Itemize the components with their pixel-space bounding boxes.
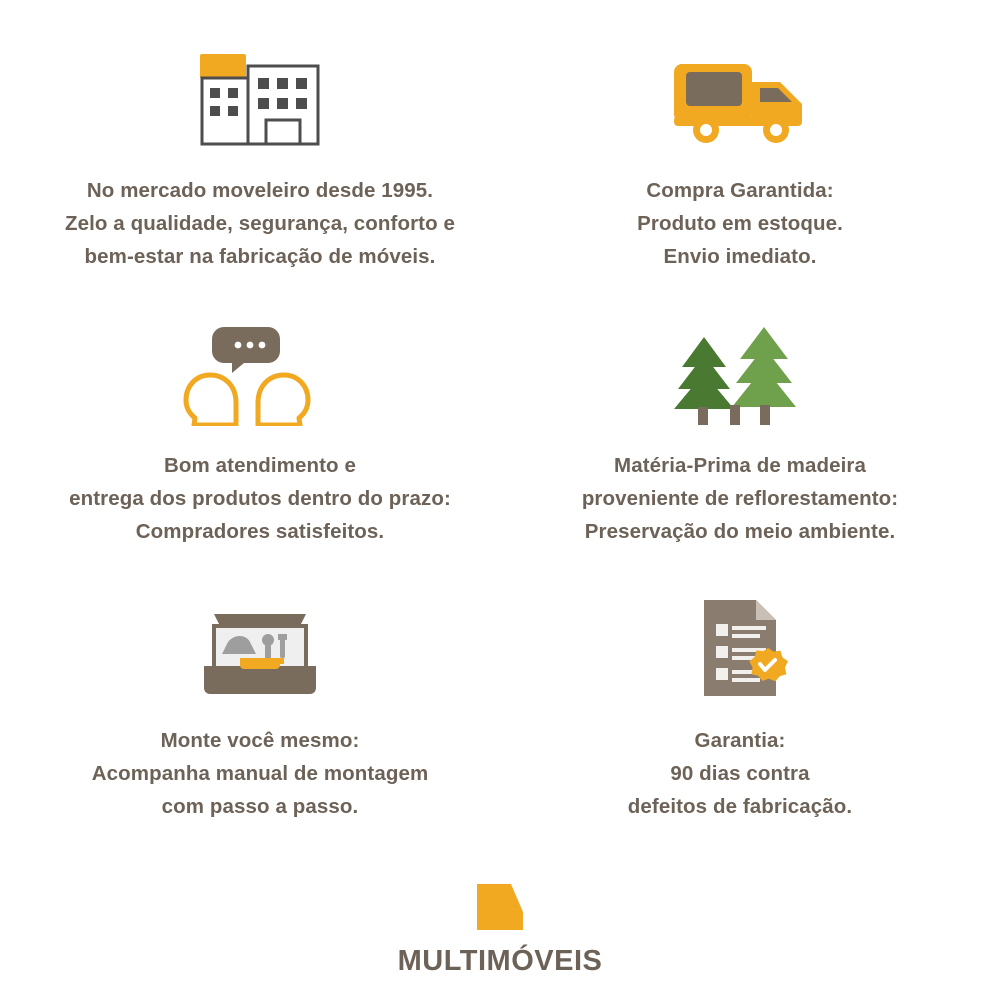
caption-line: Acompanha manual de montagem	[91, 762, 429, 785]
feature-item-sustainable-wood	[500, 305, 980, 580]
caption-line: Produto em estoque.	[637, 212, 843, 235]
caption-line: bem-estar na fabricação de móveis.	[84, 245, 436, 268]
feature-caption	[582, 449, 898, 548]
caption-line: Monte você mesmo:	[160, 729, 360, 752]
caption-line: entrega dos produtos dentro do prazo:	[69, 487, 451, 510]
caption-line: Zelo a qualidade, segurança, conforto e	[64, 212, 456, 235]
caption-line: Bom atendimento e	[164, 454, 356, 477]
feature-item-self-assembly	[20, 580, 500, 855]
delivery-truck-icon	[660, 38, 820, 158]
pine-trees-icon	[660, 313, 820, 433]
features-grid	[20, 30, 980, 855]
feature-item-guaranteed-purchase	[500, 30, 980, 305]
multimoveis-logo-mark	[457, 882, 543, 937]
customer-support-chat-icon	[180, 313, 340, 433]
caption-line: Compra Garantida:	[646, 179, 834, 202]
caption-line: com passo a passo.	[161, 795, 359, 818]
feature-item-warranty	[500, 580, 980, 855]
caption-line: Preservação do meio ambiente.	[584, 520, 896, 543]
feature-caption	[65, 174, 455, 273]
brand-name: MULTIMÓVEIS	[397, 945, 603, 977]
caption-line: Garantia:	[694, 729, 786, 752]
caption-line: defeitos de fabricação.	[627, 795, 853, 818]
factory-building-icon	[180, 38, 340, 158]
feature-caption	[628, 724, 852, 823]
toolbox-icon	[180, 588, 340, 708]
feature-caption	[637, 174, 843, 273]
caption-line: Compradores satisfeitos.	[135, 520, 385, 543]
caption-line: 90 dias contra	[670, 762, 810, 785]
feature-caption	[69, 449, 451, 548]
caption-line: Envio imediato.	[663, 245, 817, 268]
warranty-document-seal-icon	[660, 588, 820, 708]
feature-item-company-history	[20, 30, 500, 305]
caption-line: No mercado moveleiro desde 1995.	[86, 179, 434, 202]
brand-footer	[0, 882, 1000, 978]
caption-line: proveniente de reflorestamento:	[581, 487, 899, 510]
feature-item-customer-service	[20, 305, 500, 580]
caption-line: Matéria-Prima de madeira	[614, 454, 866, 477]
feature-caption	[92, 724, 429, 823]
